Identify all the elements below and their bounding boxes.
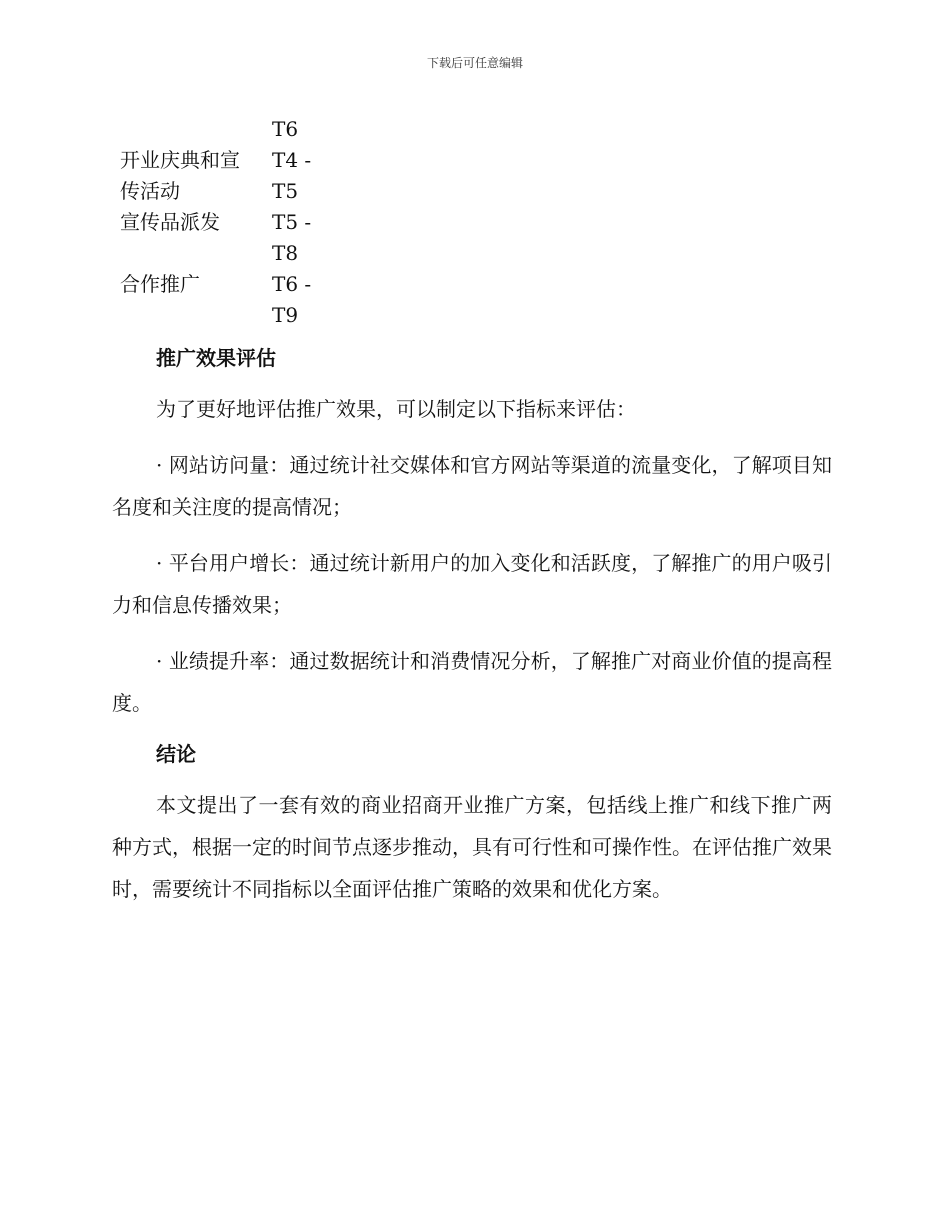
schedule-row: [120, 176, 340, 207]
schedule-table: [120, 114, 340, 331]
schedule-time: T6: [272, 117, 299, 141]
schedule-time: T4 -: [272, 148, 312, 172]
evaluation-item: · 网站访问量：通过统计社交媒体和官方网站等渠道的流量变化，了解项目知名度和关注度的提高情况；: [112, 453, 832, 519]
schedule-task: [120, 300, 272, 331]
schedule-time: T5 -: [272, 210, 312, 234]
schedule-task: [120, 238, 272, 269]
evaluation-heading: 推广效果评估: [156, 346, 276, 370]
evaluation-item: · 平台用户增长：通过统计新用户的加入变化和活跃度，了解推广的用户吸引力和信息传播效果；: [112, 551, 832, 617]
schedule-time: T6 -: [272, 272, 312, 296]
conclusion-heading: 结论: [156, 742, 196, 766]
header-note: 下载后可任意编辑: [426, 56, 523, 70]
schedule-row: [120, 145, 340, 176]
evaluation-item: · 业绩提升率：通过数据统计和消费情况分析，了解推广对商业价值的提高程度。: [112, 649, 832, 715]
schedule-task: 宣传品派发: [120, 210, 220, 234]
schedule-row: [120, 114, 340, 145]
schedule-task: 传活动: [120, 179, 180, 203]
schedule-time: T8: [272, 241, 299, 265]
schedule-row: [120, 269, 340, 300]
conclusion-text: 本文提出了一套有效的商业招商开业推广方案，包括线上推广和线下推广两种方式，根据一定的时间节点逐步推动，具有可行性和可操作性。在评估推广效果时，需要统计不同指标以全面评估推广策略的效果和优化方案。: [112, 793, 832, 901]
evaluation-intro: 为了更好地评估推广效果，可以制定以下指标来评估：: [156, 397, 636, 421]
schedule-task: 开业庆典和宣: [120, 148, 240, 172]
schedule-time: T5: [272, 179, 299, 203]
schedule-row: [120, 300, 340, 331]
schedule-task: [120, 114, 272, 145]
document-body: [112, 340, 832, 910]
schedule-task: 合作推广: [120, 272, 200, 296]
schedule-row: [120, 207, 340, 238]
schedule-time: T9: [272, 303, 299, 327]
schedule-row: [120, 238, 340, 269]
